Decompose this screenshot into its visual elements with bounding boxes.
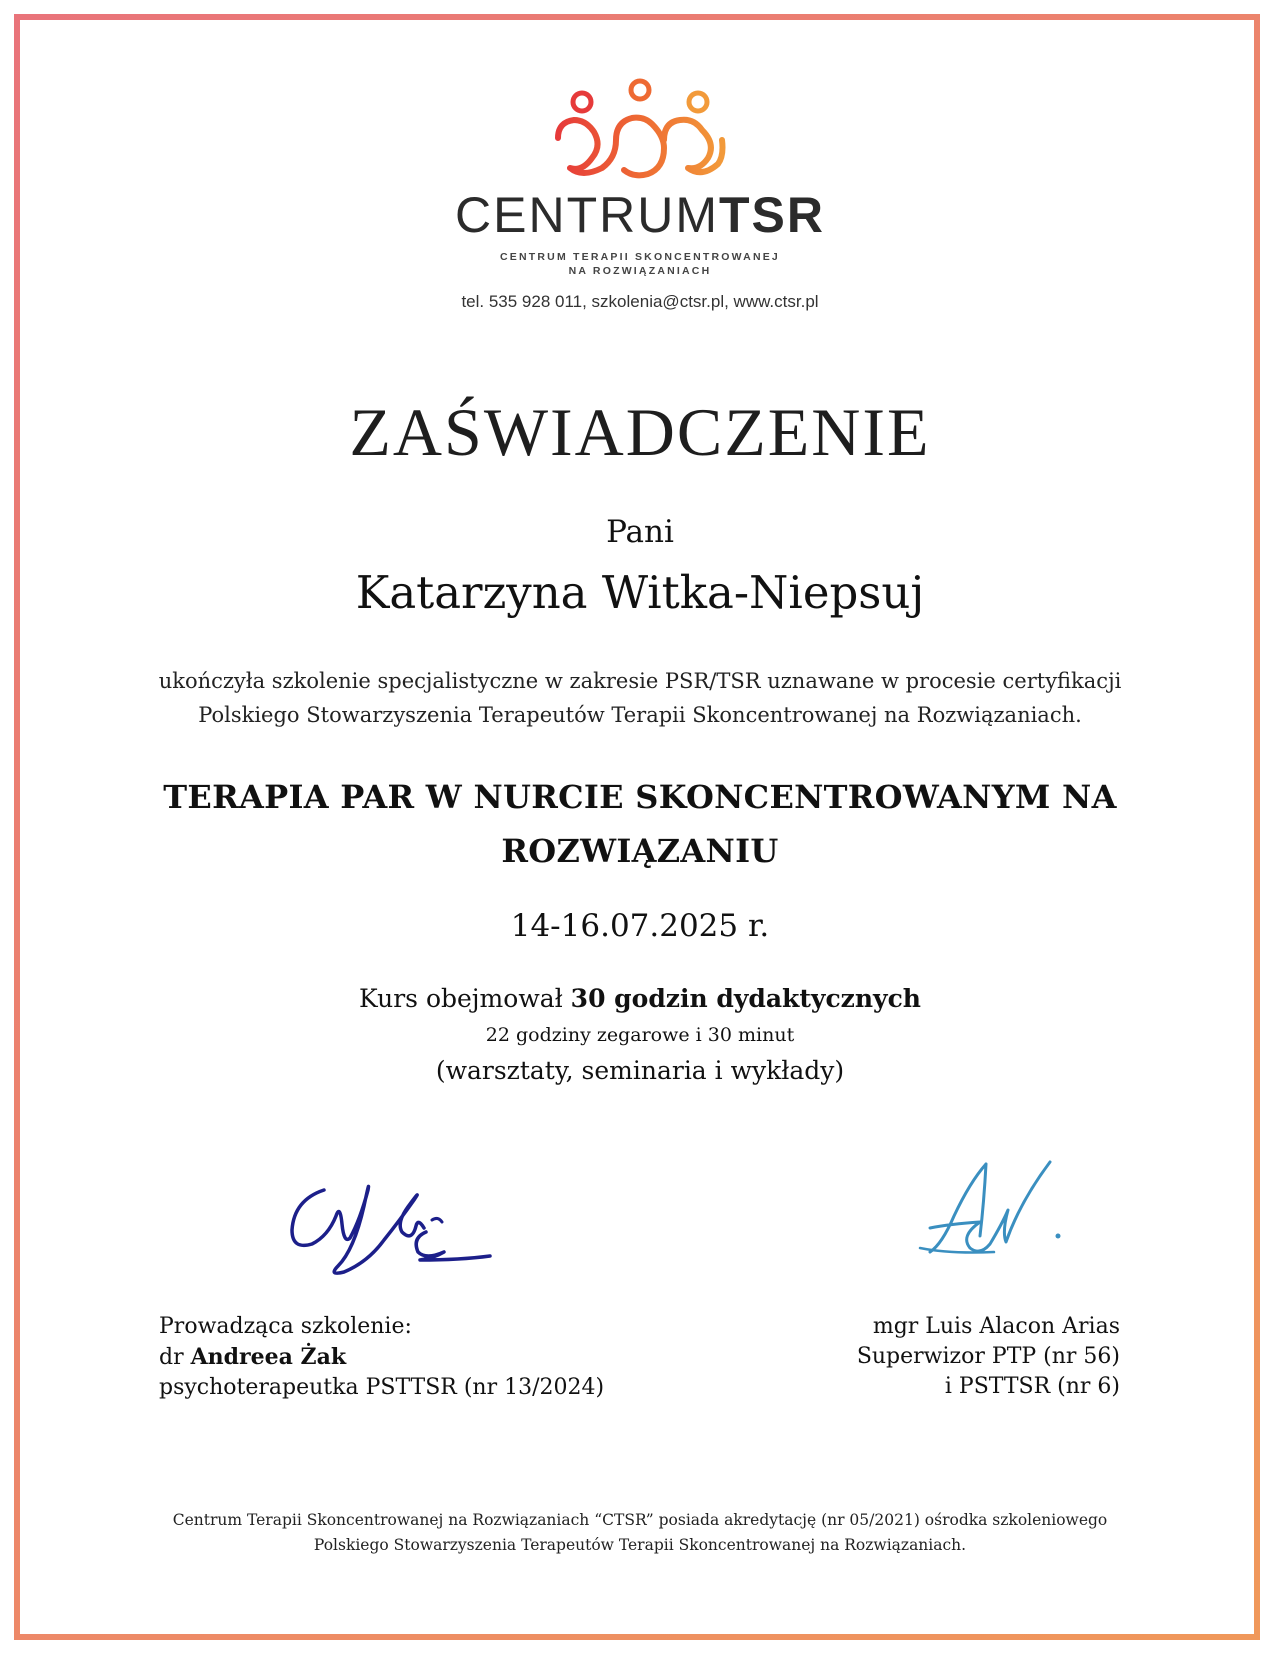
signatory-left-role: Prowadząca szkolenie: (159, 1314, 412, 1339)
course-date: 14-16.07.2025 r. (510, 908, 770, 944)
signatory-left-name: dr Andreea Żak (159, 1344, 347, 1370)
signatory-left (159, 1312, 604, 1403)
certificate-title: ZAŚWIADCZENIE (349, 394, 931, 470)
accreditation-footer: Centrum Terapii Skoncentrowanej na Rozwiązaniach “CTSR” posiada akredytację (nr 05/2021) ośrodka szkoleniowego Polskiego Stowarzyszenia Terapeutów Terapii Skoncentrowanej na Rozwiązaniach. (172, 1511, 1108, 1554)
signatory-right (857, 1312, 1120, 1402)
brand-subtitle: CENTRUM TERAPII SKONCENTROWANEJ NA ROZWIĄZANIACH (500, 251, 780, 277)
description: ukończyła szkolenie specjalistyczne w zakresie PSR/TSR uznawane w procesie certyfikacji Polskiego Stowarzyszenia Terapeutów Terapii Skoncentrowanej na Rozwiązaniach. (158, 669, 1122, 727)
signature-left-icon (284, 1160, 504, 1280)
brand-name: CENTRUMTSR (455, 187, 825, 243)
three-figures-logo-icon (552, 78, 728, 186)
salutation: Pani (606, 514, 674, 550)
course-form: (warsztaty, seminaria i wykłady) (435, 1056, 845, 1085)
recipient-name: Katarzyna Witka-Niepsuj (355, 566, 925, 619)
course-hours: Kurs obejmował 30 godzin dydaktycznych (359, 984, 921, 1013)
signatory-left-credential: psychoterapeutka PSTTSR (nr 13/2024) (159, 1375, 605, 1400)
clock-hours: 22 godziny zegarowe i 30 minut (485, 1024, 795, 1046)
logo (0, 78, 1280, 312)
signatory-right-name: mgr Luis Alacon Arias (872, 1314, 1120, 1339)
contact-info: tel. 535 928 011, szkolenia@ctsr.pl, www.ctsr.pl (461, 292, 819, 311)
signatory-right-credential-1: Superwizor PTP (nr 56) (856, 1344, 1120, 1369)
signature-right-icon (910, 1152, 1070, 1272)
signatory-right-credential-2: i PSTTSR (nr 6) (944, 1374, 1120, 1399)
course-title: TERAPIA PAR W NURCIE SKONCENTROWANYM NA ROZWIĄZANIU (163, 778, 1117, 870)
